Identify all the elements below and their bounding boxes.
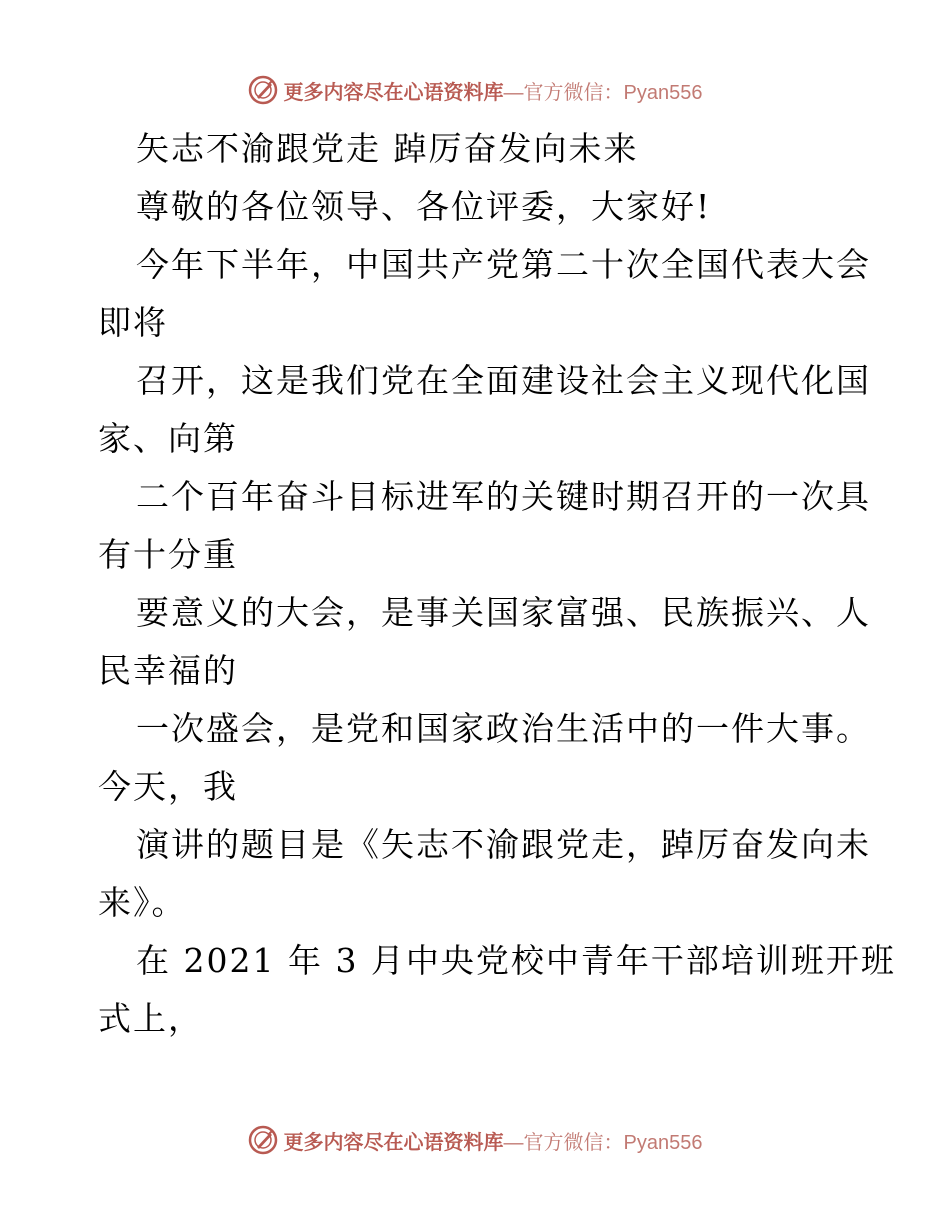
banner-wechat-text: —官方微信：Pyan556 [503, 81, 703, 104]
pen-logo-icon [248, 75, 278, 105]
banner-site-text: 更多内容尽在心语资料库 [283, 79, 504, 104]
document-body [98, 120, 896, 1048]
text-line: 要意义的大会，是事关国家富强、民族振兴、人 [136, 593, 871, 632]
document-title: 矢志不渝跟党走 踔厉奋发向未来 [136, 129, 639, 168]
text-line: 有十分重 [98, 535, 238, 574]
footer-banner [0, 1120, 950, 1160]
text-line: 今天，我 [98, 767, 238, 806]
text-line: 在 2021 年 3 月中央党校中青年干部培训班开班 [136, 941, 896, 980]
text-line: 来》。 [98, 883, 187, 922]
text-line: 今年下半年，中国共产党第二十次全国代表大会 [136, 245, 871, 284]
text-line: 二个百年奋斗目标进军的关键时期召开的一次具 [136, 477, 871, 516]
text-line: 演讲的题目是《矢志不渝跟党走，踔厉奋发向未 [136, 825, 871, 864]
banner-site-text: 更多内容尽在心语资料库 [283, 1129, 504, 1154]
banner-wechat-text: —官方微信：Pyan556 [503, 1131, 703, 1154]
text-line: 一次盛会，是党和国家政治生活中的一件大事。 [136, 709, 871, 748]
text-line: 式上， [98, 999, 203, 1038]
text-line: 家、向第 [98, 419, 238, 458]
text-line: 即将 [98, 303, 168, 342]
text-line: 民幸福的 [98, 651, 238, 690]
pen-logo-icon [248, 1125, 278, 1155]
text-line: 尊敬的各位领导、各位评委，大家好! [136, 187, 712, 226]
header-banner [0, 70, 950, 110]
text-line: 召开，这是我们党在全面建设社会主义现代化国 [136, 361, 871, 400]
